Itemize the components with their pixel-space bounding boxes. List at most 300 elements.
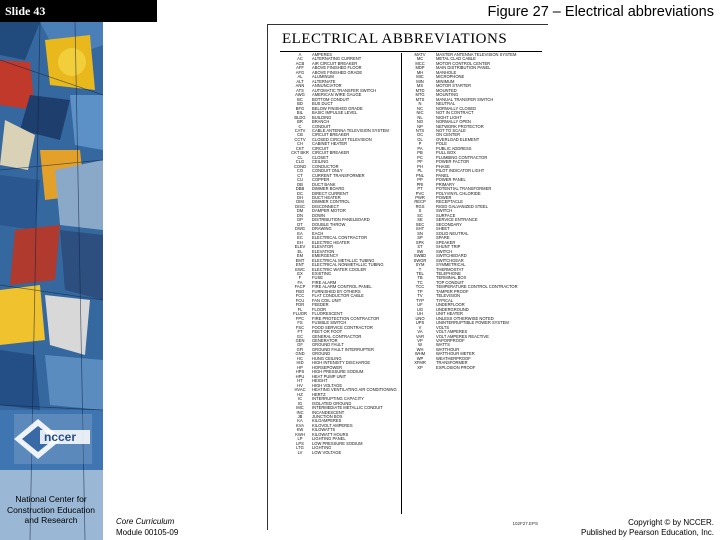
abbreviation-meaning: DOUBLE THROW [312, 222, 346, 227]
abbreviation: C [298, 124, 302, 129]
abbreviation-meaning: SHUNT TRIP [436, 245, 461, 250]
abbreviation: IG [297, 401, 303, 406]
abbreviation: DN [297, 213, 303, 218]
abbreviation-meaning: BOTTOM CONDUIT [312, 97, 350, 102]
abbreviation-meaning: AMPERES [312, 53, 333, 57]
abbreviation: NL [417, 115, 423, 120]
abbreviation: AFF [296, 66, 304, 71]
abbreviation: DM [296, 209, 304, 214]
abbreviation: WH [416, 347, 424, 352]
abbreviation-meaning: VOLT AMPERES [436, 330, 468, 335]
abbreviation-meaning: MOUNTING [436, 93, 459, 98]
abbreviation-meaning: POWER PANEL [436, 178, 466, 183]
abbreviation-meaning: DIRECT CURRENT [312, 191, 349, 196]
abbreviation: KA [297, 419, 303, 424]
abbreviation: FL [297, 307, 303, 312]
abbreviation-meaning: NOT IN CONTRACT [436, 111, 474, 116]
abbreviation: CU [297, 178, 303, 183]
abbreviation-meaning: FLOOR [312, 307, 327, 312]
abbreviation: LPS [296, 441, 304, 446]
abbreviation: EC [297, 236, 303, 241]
abbreviation-meaning: PULL BOX [436, 151, 456, 156]
abbreviation-meaning: FLAT CONDUCTOR CABLE [312, 294, 364, 299]
mosaic-sidebar [0, 0, 103, 540]
abbreviation: MH [416, 70, 424, 75]
abbreviation: EM [296, 254, 304, 259]
abbreviation-meaning: MICROPHONE [436, 75, 465, 80]
abbreviation: CO [296, 169, 304, 174]
abbreviation: LTG [296, 446, 304, 451]
abbreviation: HC [297, 356, 303, 361]
abbreviation: LV [297, 450, 303, 455]
title-rule [280, 51, 542, 52]
abbreviation-meaning: SWITCHGEAR [436, 258, 464, 263]
abbreviation-meaning: HEIGHT [312, 379, 328, 384]
abbreviation-meaning: ALTERNATE [312, 79, 336, 84]
abbreviation: DH [297, 196, 303, 200]
abbreviation-meaning: TAMPER PROOF [436, 289, 469, 294]
abbreviation-meaning: PUBLIC ADDRESS [436, 146, 472, 151]
abbreviation: RGS [415, 204, 425, 209]
abbreviation-meaning: CEILING [312, 160, 329, 165]
abbreviation: NO [416, 120, 424, 125]
abbreviation-meaning: ALTERNATING CURRENT [312, 57, 362, 62]
abbreviation: SPK [415, 240, 425, 245]
abbreviation-meaning: ABOVE FINISHED FLOOR [312, 66, 362, 71]
abbreviation-meaning: PILOT INDICATOR LIGHT [436, 169, 485, 174]
abbreviation-meaning: DISCONNECT [312, 204, 340, 209]
abbreviation: ELEV [294, 245, 306, 250]
abbreviation-meaning: HUNG CEILING [312, 356, 342, 361]
abbreviation-meaning: ALUMINUM [312, 75, 334, 80]
abbreviation: GFI [296, 347, 304, 352]
abbreviation-meaning: MANUAL TRANSFER SWITCH [436, 97, 494, 102]
abbreviation: PP [417, 178, 423, 183]
abbreviation: KVA [296, 423, 304, 428]
abbreviation: FSC [295, 325, 305, 330]
slide-number: Slide 43 [0, 0, 157, 22]
abbreviation: HT [297, 379, 303, 384]
abbreviation-meaning: VOLT AMPERES REACTIVE [436, 334, 489, 339]
abbreviation: DB [297, 182, 303, 187]
abbreviation-meaning: DUCT BANK [312, 182, 336, 187]
abbreviation-meaning: JUNCTION BOX [312, 414, 343, 419]
abbreviation: CH [297, 142, 303, 147]
abbreviation-meaning: FUSIBLE SWITCH [312, 321, 347, 326]
abbreviation-meaning: KILOWATTS [312, 428, 336, 433]
abbreviation-meaning: MINIMUM [436, 79, 455, 84]
abbreviation-meaning: POWER FACTOR [436, 160, 470, 165]
abbreviation-meaning: INCANDESCENT [312, 410, 345, 415]
abbreviation: EMT [295, 258, 305, 263]
abbreviation-meaning: GENERAL CONTRACTOR [312, 334, 362, 339]
abbreviation: FCC [295, 294, 305, 299]
abbreviation: TEL [416, 271, 424, 276]
abbreviation-meaning: KILOAMPERES [312, 419, 342, 424]
abbreviation-meaning: FIRE PROTECTION CONTRACTOR [312, 316, 380, 321]
abbreviation: LP [297, 437, 303, 442]
abbreviation-meaning: FUSE [312, 276, 323, 281]
abbreviation: MTG [415, 93, 425, 98]
abbreviation-meaning: MANHOLE [436, 70, 457, 75]
abbreviation: HID [296, 361, 304, 366]
abbreviation: UNO [415, 316, 425, 321]
abbreviation-meaning: NORMALLY OPEN [436, 120, 471, 125]
abbreviation-meaning: DIMMER BOARD [312, 187, 345, 192]
abbreviation-meaning: DISTRIBUTION PANELBOARD [312, 218, 370, 223]
abbreviation: INC [296, 410, 304, 415]
abbreviation-meaning: GENERATOR [312, 339, 338, 343]
abbreviation: PF [417, 160, 423, 165]
abbreviation: OC [416, 133, 424, 138]
abbreviation: HVAC [294, 388, 306, 393]
course-label: Core Curriculum [116, 517, 175, 526]
abbreviation-meaning: HIGH VOLTAGE [312, 383, 343, 388]
abbreviation-meaning: SWITCH [436, 209, 453, 214]
abbreviation: TV [417, 294, 423, 299]
abbreviation: CT [297, 173, 303, 178]
abbreviation: MATV [414, 53, 426, 57]
abbreviation-meaning: WEATHERPROOF [436, 356, 471, 361]
abbreviation: SE [417, 218, 423, 223]
abbreviation: FLUOR [293, 312, 307, 317]
svg-text:nccer: nccer [44, 430, 77, 444]
abbreviation-meaning: FURNISHED BY OTHERS [312, 289, 361, 294]
abbreviation-meaning: EMERGENCY [312, 254, 339, 259]
abbreviation: NP [417, 124, 423, 129]
org-name: National Center for Construction Education and Research [7, 494, 95, 525]
abbreviation-meaning: DUCT HEATER [312, 196, 341, 200]
abbreviation-meaning: EACH [312, 231, 324, 236]
abbreviation-meaning: HORSEPOWER [312, 365, 343, 370]
copyright [581, 518, 714, 538]
abbreviation-meaning: CONDUCTOR [312, 164, 339, 169]
abbreviation-meaning: TERMINAL BOX [436, 276, 467, 281]
abbreviation-meaning: PRIMARY [436, 182, 455, 187]
abbreviation-meaning: ELECTRICAL CONTRACTOR [312, 236, 368, 241]
abbreviation: AC [297, 57, 303, 62]
abbreviation-meaning: PANEL [436, 173, 450, 178]
abbreviation: PRI [416, 182, 424, 187]
abbreviation-meaning: INTERRUPTING CAPACITY [312, 397, 365, 402]
abbreviation: TB [417, 276, 423, 281]
abbreviation: OL [417, 137, 423, 142]
abbreviation: SN [417, 231, 423, 236]
abbreviation: PL [417, 169, 423, 174]
abbreviation: CLG [295, 160, 305, 165]
abbreviation: MIN [416, 79, 424, 84]
abbreviation-meaning: DRAWING [312, 227, 332, 232]
abbreviation-meaning: ON CENTER [436, 133, 461, 138]
abbreviation: MCC [415, 61, 425, 66]
abbreviation-meaning: CONDUIT ONLY [312, 169, 343, 174]
abbreviation-meaning: DAMPER MOTOR [312, 209, 346, 214]
abbreviation: GND [295, 352, 305, 357]
abbreviation: AFG [295, 70, 305, 75]
abbreviation: SEC [415, 222, 425, 227]
abbreviation: DT [297, 222, 303, 227]
abbreviation-meaning: POLYVINYL CHLORIDE [436, 191, 481, 196]
abbreviation-meaning: LOW VOLTAGE [312, 450, 342, 455]
abbreviation: S [418, 209, 422, 214]
abbreviation: CCTV [294, 137, 306, 142]
abbreviation: VP [417, 339, 423, 343]
abbreviation: ENT [295, 263, 305, 268]
abbreviation-meaning: ABOVE FINISHED GRADE [312, 70, 363, 75]
abbreviation: DP [297, 218, 303, 223]
abbreviation: FDR [295, 303, 305, 308]
abbreviation: CB [297, 133, 303, 138]
abbreviation-meaning: NIGHT LIGHT [436, 115, 462, 120]
abbreviation: RECP [414, 200, 426, 205]
abbreviation: MC [416, 57, 424, 62]
abbreviation-meaning: TELEVISION [436, 294, 461, 299]
abbreviation: BLDG [294, 115, 306, 120]
abbreviation-meaning: WATTHOUR METER [436, 352, 475, 357]
abbreviation-meaning: EXISTING [312, 271, 332, 276]
abbreviation: NTS [415, 128, 425, 133]
abbreviation: EL [297, 249, 303, 254]
abbreviation-meaning: ANNUNCIATOR [312, 84, 342, 89]
abbreviation-meaning: UNIT HEATER [436, 312, 463, 317]
abbreviation-meaning: NEUTRAL [436, 102, 456, 107]
abbreviation-meaning: DOWN [312, 213, 325, 218]
abbreviation: TCC [415, 285, 425, 290]
abbreviation-meaning: HEAT PUMP UNIT [312, 374, 347, 379]
abbreviation-meaning: ELEVATION [312, 249, 335, 254]
abbreviation: FA [297, 280, 303, 285]
abbreviation-meaning: FLUORESCENT [312, 312, 343, 317]
abbreviation-meaning: POWER [436, 196, 452, 200]
abbreviation-meaning: TRANSFORMER [436, 361, 468, 366]
abbreviation-meaning: CABLE ANTENNA TELEVISION SYSTEM [312, 128, 389, 133]
abbreviation-meaning: UNDERFLOOR [436, 303, 465, 308]
abbreviation-meaning: PHASE [436, 164, 450, 169]
abbreviation-meaning: OVERLOAD ELEMENT [436, 137, 480, 142]
abbreviation: SHT [415, 227, 425, 232]
abbreviation: UPS [415, 321, 425, 326]
abbreviation: FBO [295, 289, 305, 294]
abbreviation: UF [417, 303, 423, 308]
abbreviation-meaning: LIGHTING [312, 446, 332, 451]
abbreviation-meaning: NETWORK PROTECTOR [436, 124, 484, 129]
abbreviation-meaning: ELECTRIC HEATER [312, 240, 350, 245]
abbreviation-meaning: TOP CONDUIT [436, 280, 465, 285]
abbreviation-meaning: FEET OR FOOT [312, 330, 343, 335]
left-meaning-column [312, 53, 404, 455]
abbreviation: NC [417, 106, 423, 111]
abbreviation-meaning: THERMOSTAT [436, 267, 464, 272]
abbreviation-meaning: KILOWATT HOURS [312, 432, 349, 437]
abbreviation-meaning: SECONDARY [436, 222, 462, 227]
abbreviation: MTD [415, 88, 425, 93]
abbreviation: N [418, 102, 422, 107]
abbreviation-meaning: SERVICE ENTRANCE [436, 218, 478, 223]
abbreviation-meaning: DIMMER CONTROL [312, 200, 350, 205]
abbreviation: BR [297, 120, 303, 125]
abbreviation-meaning: AMERICAN WIRE GAUGE [312, 93, 362, 98]
abbreviation: PWR [415, 196, 425, 200]
abbreviation-meaning: NORMALLY CLOSED [436, 106, 477, 111]
abbreviation: DC [297, 191, 303, 196]
abbreviation: EH [297, 240, 303, 245]
abbreviation-meaning: UNDERGROUND [436, 307, 469, 312]
abbreviation: CKT BKR [291, 151, 309, 156]
abbreviation-meaning: HERTZ [312, 392, 326, 397]
abbreviation: WP [416, 356, 424, 361]
abbreviation: KW [296, 428, 304, 433]
abbreviation-meaning: MOTOR CONTROL CENTER [436, 61, 491, 66]
abbreviation: FPC [295, 316, 305, 321]
abbreviation: JB [297, 414, 303, 419]
abbreviation: BC [297, 97, 303, 102]
abbreviation-meaning: POTENTIAL TRANSFORMER [436, 187, 492, 192]
abbreviation-meaning: ISOLATED GROUND [312, 401, 352, 406]
abbreviation: KWH [295, 432, 305, 437]
abbreviation-meaning: BRANCH [312, 120, 330, 125]
abbreviation-meaning: PLUMBING CONTRACTOR [436, 155, 488, 160]
abbreviation: HP [297, 365, 303, 370]
abbreviation-meaning: FIRE ALARM [312, 280, 337, 285]
abbreviation: PB [417, 151, 423, 156]
abbreviation: MS [416, 84, 424, 89]
abbreviations-figure [267, 24, 548, 530]
abbreviation-meaning: LOW PRESSURE SODIUM [312, 441, 363, 446]
abbreviation: T [418, 267, 422, 272]
abbreviation-meaning: CURRENT TRANSFORMER [312, 173, 365, 178]
abbreviation: IMC [296, 406, 304, 411]
abbreviation: SYM [415, 263, 425, 268]
abbreviation: HZ [297, 392, 303, 397]
module-label: Module 00105-09 [116, 528, 179, 537]
abbreviation: MDP [415, 66, 425, 71]
abbreviation: F [298, 276, 302, 281]
abbreviation-meaning: HEATING VENTILATING AIR CONDITIONING [312, 388, 397, 393]
abbreviation: DISC [295, 204, 305, 209]
abbreviation: PNL [416, 173, 424, 178]
abbreviation: VA [417, 330, 423, 335]
abbreviation: PVC [415, 191, 425, 196]
abbreviation: VAR [415, 334, 425, 339]
abbreviation-meaning: FEEDER [312, 303, 329, 308]
abbreviation: AL [297, 75, 303, 80]
abbreviation: DBB [295, 187, 305, 192]
abbreviation-meaning: GROUND FAULT [312, 343, 344, 348]
abbreviation: BFG [295, 106, 305, 111]
abbreviation: HV [297, 383, 303, 388]
abbreviation-meaning: KILOVOLT AMPERES [312, 423, 353, 428]
abbreviation: ATS [296, 88, 304, 93]
abbreviation: XFMR [414, 361, 426, 366]
abbreviation: UH [417, 312, 423, 317]
abbreviation: DIM [296, 200, 304, 205]
abbreviation-meaning: SURFACE [436, 213, 456, 218]
abbreviation-meaning: AUTOMATIC TRANSFER SWITCH [312, 88, 377, 93]
abbreviation-meaning: POLE [436, 142, 447, 147]
abbreviation: CATV [294, 128, 306, 133]
abbreviation-meaning: CONDUIT [312, 124, 331, 129]
abbreviation: FT [297, 330, 303, 335]
abbreviation: DWG [294, 227, 305, 232]
abbreviation-meaning: LIGHTING PANEL [312, 437, 346, 442]
abbreviation-meaning: WATTS [436, 343, 450, 348]
abbreviation: GF [297, 343, 303, 348]
copyright-line-1: Copyright © by NCCER. [628, 518, 714, 527]
abbreviation-meaning: BELOW FINISHED GRADE [312, 106, 363, 111]
abbreviation-meaning: METAL CLAD CABLE [436, 57, 476, 62]
abbreviation: EWC [295, 267, 305, 272]
abbreviation: PH [417, 164, 423, 169]
abbreviation: BD [297, 102, 303, 107]
abbreviation: EA [297, 231, 303, 236]
abbreviation: SWGR [413, 258, 427, 263]
abbreviation-meaning: SOLID NEUTRAL [436, 231, 469, 236]
abbreviation-meaning: CIRCUIT [312, 146, 329, 151]
abbreviation: FCU [295, 298, 305, 303]
abbreviation: PC [417, 155, 423, 160]
abbreviation: ST [417, 245, 423, 250]
abbreviation-meaning: CIRCUIT BREAKER [312, 151, 350, 156]
abbreviation-meaning: RECEPTACLE [436, 200, 463, 205]
abbreviation-meaning: SWITCHBOARD [436, 254, 467, 259]
abbreviation-meaning: COPPER [312, 178, 330, 183]
abbreviation-meaning: GROUND [312, 352, 331, 357]
abbreviation-meaning: ELECTRICAL METALLIC TUBING [312, 258, 375, 263]
abbreviation: TC [417, 280, 423, 285]
abbreviation-meaning: FOOD SERVICE CONTRACTOR [312, 325, 373, 330]
abbreviation-meaning: CIRCUIT BREAKER [312, 133, 350, 138]
abbreviation-meaning: FAN COIL UNIT [312, 298, 342, 303]
abbreviation: CKT [295, 146, 305, 151]
abbreviation-meaning: AIR CIRCUIT BREAKER [312, 61, 358, 66]
abbreviation: TP [417, 289, 423, 294]
abbreviation-meaning: MASTER ANTENNA TELEVISION SYSTEM [436, 53, 517, 57]
abbreviation: SW [416, 249, 424, 254]
abbreviation: SC [417, 213, 423, 218]
abbreviation: W [418, 343, 422, 348]
abbreviation: NIC [416, 111, 424, 116]
abbreviation-meaning: ELECTRICAL NONMETALLIC TUBING [312, 263, 384, 268]
abbreviation: P [418, 142, 422, 147]
abbreviation-meaning: NOT TO SCALE [436, 128, 466, 133]
abbreviation-meaning: CABINET HEATER [312, 142, 348, 147]
abbreviation-meaning: MOTOR STARTER [436, 84, 472, 89]
abbreviation: HPS [295, 370, 305, 375]
abbreviation: HPU [295, 374, 305, 379]
abbreviation-meaning: TELEPHONE [436, 271, 461, 276]
abbreviation: CL [297, 155, 303, 160]
abbreviation: SP [417, 236, 423, 241]
abbreviation-meaning: CLOSED CIRCUIT TELEVISION [312, 137, 372, 142]
abbreviation: ACB [295, 61, 305, 66]
abbreviation-meaning: SPARE [436, 236, 450, 241]
abbreviation-meaning: FIRE ALARM CONTROL PANEL [312, 285, 372, 290]
abbreviation-meaning: UNINTERRUPTIBLE POWER SYSTEM [436, 321, 509, 326]
abbreviation: COND [293, 164, 307, 169]
abbreviation: IC [297, 397, 303, 402]
abbreviation-meaning: ELEVATOR [312, 245, 334, 250]
abbreviation: PA [417, 146, 423, 151]
figure-code: 102F27.EPS [512, 521, 538, 526]
abbreviation: TYP [416, 298, 424, 303]
abbreviation-meaning: VAPORPROOF [436, 339, 465, 343]
abbreviation-meaning: CLOSET [312, 155, 329, 160]
abbreviation: XP [417, 365, 423, 370]
abbreviation-meaning: RIGID GALVANIZED STEEL [436, 204, 488, 209]
abbreviation: WHM [414, 352, 426, 357]
abbreviation: MIC [416, 75, 424, 80]
abbreviation: ALT [296, 79, 304, 84]
